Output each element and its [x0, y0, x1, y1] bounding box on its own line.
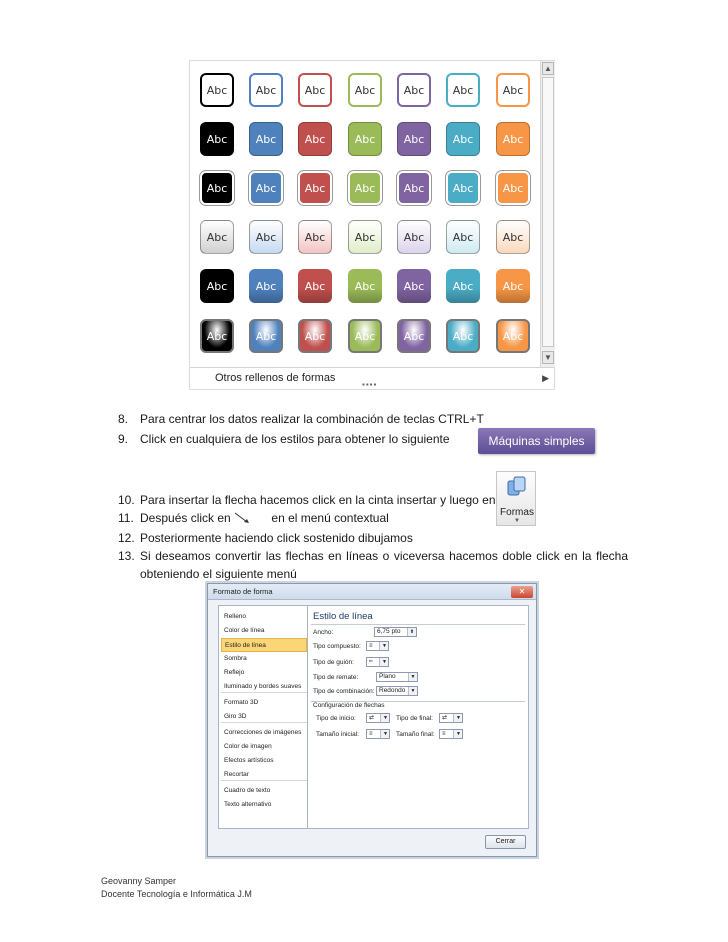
style-swatch-bevel-2[interactable] [249, 319, 283, 353]
swatch-label: Abc [304, 83, 326, 97]
chevron-down-icon: ▼ [453, 730, 462, 738]
formas-label: Formas [500, 507, 534, 518]
style-swatch-framed-1[interactable] [200, 171, 234, 205]
tipo-combinacion-value: Redondo [379, 687, 406, 694]
style-swatch-intense-1[interactable] [200, 269, 234, 303]
list-text-before: Después click en [140, 511, 231, 525]
list-text: obteniendo el siguiente menú [140, 567, 297, 581]
swatch-label: Abc [304, 230, 326, 244]
style-swatch-solid-5[interactable] [397, 122, 431, 156]
gallery-scrollbar[interactable] [540, 61, 555, 367]
list-text: Para insertar la flecha hacemos click en la cinta insertar y luego en [140, 493, 496, 507]
swatch-label: Abc [354, 132, 376, 146]
chevron-down-icon: ▼ [380, 714, 389, 722]
chevron-down-icon: ▼ [380, 730, 389, 738]
formas-button[interactable] [496, 471, 536, 526]
swatch-label: Abc [403, 230, 425, 244]
tamano-final-dropdown[interactable]: ≡ ▼ [439, 729, 463, 739]
style-swatch-framed-3[interactable] [298, 171, 332, 205]
style-swatch-intense-4[interactable] [348, 269, 382, 303]
style-swatch-light-gradient-6[interactable] [446, 220, 480, 254]
close-icon[interactable]: ✕ [511, 586, 533, 598]
resize-grip-icon[interactable]: ▪▪▪▪ [362, 380, 378, 389]
swatch-label: Abc [403, 279, 425, 293]
swatch-label: Abc [304, 279, 326, 293]
nav-item-8[interactable]: Giro 3D [224, 713, 247, 720]
chevron-down-icon: ▼ [379, 642, 388, 650]
style-swatch-light-gradient-7[interactable] [496, 220, 530, 254]
list-number: 10. [118, 493, 135, 507]
style-swatch-light-gradient-2[interactable] [249, 220, 283, 254]
maquinas-simples-button[interactable]: Máquinas simples [478, 428, 595, 454]
swatch-label: Abc [502, 132, 524, 146]
style-swatch-framed-7[interactable] [496, 171, 530, 205]
swatch-label: Abc [354, 83, 376, 97]
style-swatch-bevel-3[interactable] [298, 319, 332, 353]
chevron-right-icon: ▶ [542, 373, 549, 383]
style-swatch-bevel-1[interactable] [200, 319, 234, 353]
format-shape-dialog [207, 583, 537, 857]
diagonal-arrow-icon [232, 511, 254, 525]
tipo-inicio-dropdown[interactable]: ⇄ ▼ [366, 713, 390, 723]
list-number: 9. [118, 432, 129, 446]
style-swatch-solid-4[interactable] [348, 122, 382, 156]
tipo-combinacion-label: Tipo de combinación: [313, 688, 375, 695]
tipo-compuesto-dropdown[interactable]: ≡ ▼ [366, 641, 389, 651]
style-swatch-outline-7[interactable] [496, 73, 530, 107]
nav-item-6[interactable]: Iluminado y bordes suaves [224, 683, 302, 690]
swatch-label: Abc [452, 132, 474, 146]
more-fills-label: Otros rellenos de formas [215, 372, 336, 384]
swatch-label: Abc [403, 132, 425, 146]
footer-role: Docente Tecnología e Informática J.M [101, 889, 252, 899]
style-swatch-solid-2[interactable] [249, 122, 283, 156]
list-number: 8. [118, 412, 129, 426]
swatch-label: Abc [502, 230, 524, 244]
nav-item-2[interactable]: Color de línea [224, 627, 265, 634]
ancho-label: Ancho: [313, 629, 334, 636]
swatch-label: Abc [354, 329, 376, 343]
list-number: 12. [118, 531, 135, 545]
list-text: Para centrar los datos realizar la combinación de teclas CTRL+T [140, 412, 484, 426]
style-swatch-outline-1[interactable] [200, 73, 234, 107]
nav-item-1[interactable]: Relleno [224, 613, 247, 620]
list-number: 13. [118, 549, 135, 563]
ancho-spinner[interactable] [374, 627, 417, 637]
style-swatch-solid-1[interactable] [200, 122, 234, 156]
swatch-label: Abc [502, 83, 524, 97]
ancho-value: 6,75 pto [377, 628, 401, 635]
tamano-inicial-label: Tamaño inicial: [316, 731, 359, 738]
swatch-label: Abc [304, 329, 326, 343]
line-style-panel [307, 605, 529, 829]
style-swatch-intense-3[interactable] [298, 269, 332, 303]
swatch-label: Abc [255, 279, 277, 293]
tamano-final-label: Tamaño final: [396, 731, 435, 738]
divider [221, 722, 307, 723]
style-swatch-light-gradient-5[interactable] [397, 220, 431, 254]
swatch-label: Abc [403, 329, 425, 343]
list-text-after: en el menú contextual [271, 511, 389, 525]
swatch-label: Abc [255, 83, 277, 97]
swatch-label: Abc [255, 181, 277, 195]
nav-item-5[interactable]: Reflejo [224, 669, 245, 676]
tamano-inicial-dropdown[interactable]: ≡ ▼ [366, 729, 390, 739]
style-swatch-intense-2[interactable] [249, 269, 283, 303]
divider [221, 780, 307, 781]
nav-item-11[interactable]: Efectos artísticos [224, 757, 274, 764]
dialog-title: Formato de forma [213, 587, 273, 596]
swatch-label: Abc [452, 329, 474, 343]
nav-item-14[interactable]: Texto alternativo [224, 801, 272, 808]
more-fills-menu-item[interactable] [190, 367, 554, 389]
style-swatch-light-gradient-3[interactable] [298, 220, 332, 254]
cerrar-button[interactable]: Cerrar [485, 835, 526, 849]
style-grid [190, 61, 540, 367]
style-swatch-outline-4[interactable] [348, 73, 382, 107]
style-swatch-bevel-7[interactable] [496, 319, 530, 353]
dialog-titlebar [208, 584, 536, 600]
shapes-icon [507, 475, 527, 499]
nav-item-4[interactable]: Sombra [224, 655, 247, 662]
chevron-down-icon: ▼ [408, 673, 417, 681]
nav-item-3[interactable]: Estilo de línea [221, 638, 307, 652]
style-swatch-framed-6[interactable] [446, 171, 480, 205]
chevron-down-icon: ▼ [514, 518, 520, 524]
nav-item-9[interactable]: Correcciones de imágenes [224, 729, 302, 736]
dialog-nav [218, 605, 310, 829]
style-swatch-outline-3[interactable] [298, 73, 332, 107]
scroll-thumb[interactable] [542, 77, 554, 347]
shape-style-gallery [189, 60, 555, 390]
style-swatch-intense-7[interactable] [496, 269, 530, 303]
swatch-label: Abc [206, 329, 228, 343]
swatch-label: Abc [354, 181, 376, 195]
swatch-label: Abc [255, 132, 277, 146]
tipo-guion-label: Tipo de guión: [313, 659, 354, 666]
tipo-combinacion-dropdown[interactable] [376, 686, 418, 696]
style-swatch-outline-2[interactable] [249, 73, 283, 107]
nav-item-12[interactable]: Recortar [224, 771, 249, 778]
tipo-final-dropdown[interactable]: ⇄ ▼ [439, 713, 463, 723]
swatch-label: Abc [304, 181, 326, 195]
page-footer [101, 875, 252, 901]
nav-item-10[interactable]: Color de imagen [224, 743, 272, 750]
swatch-label: Abc [502, 279, 524, 293]
swatch-label: Abc [255, 329, 277, 343]
list-text [140, 510, 389, 526]
tipo-remate-value: Plano [379, 673, 396, 680]
panel-heading: Estilo de línea [313, 611, 373, 622]
style-swatch-solid-7[interactable] [496, 122, 530, 156]
tipo-remate-label: Tipo de remate: [313, 674, 359, 681]
list-text: Posteriormente haciendo click sostenido dibujamos [140, 531, 413, 545]
style-swatch-bevel-5[interactable] [397, 319, 431, 353]
swatch-label: Abc [502, 329, 524, 343]
chevron-down-icon: ▼ [408, 687, 417, 695]
chevron-down-icon: ▼ [379, 658, 388, 666]
list-text: Si deseamos convertir las flechas en líneas o viceversa hacemos doble click en la flecha [140, 549, 628, 563]
swatch-label: Abc [206, 83, 228, 97]
tipo-guion-dropdown[interactable]: ┅ ▼ [366, 657, 389, 667]
style-swatch-bevel-4[interactable] [348, 319, 382, 353]
swatch-label: Abc [502, 181, 524, 195]
style-swatch-light-gradient-4[interactable] [348, 220, 382, 254]
style-swatch-light-gradient-1[interactable] [200, 220, 234, 254]
swatch-label: Abc [452, 230, 474, 244]
swatch-label: Abc [354, 279, 376, 293]
tipo-compuesto-label: Tipo compuesto: [313, 643, 361, 650]
swatch-label: Abc [452, 181, 474, 195]
spinner-arrows-icon[interactable]: ⬍ [407, 628, 416, 636]
footer-author: Geovanny Samper [101, 876, 177, 886]
swatch-label: Abc [354, 230, 376, 244]
swatch-label: Abc [206, 279, 228, 293]
swatch-label: Abc [403, 181, 425, 195]
divider [311, 624, 525, 625]
tipo-inicio-label: Tipo de inicio: [316, 715, 356, 722]
tipo-final-label: Tipo de final: [396, 715, 433, 722]
style-swatch-framed-2[interactable] [249, 171, 283, 205]
style-swatch-outline-5[interactable] [397, 73, 431, 107]
swatch-label: Abc [452, 279, 474, 293]
swatch-label: Abc [255, 230, 277, 244]
swatch-label: Abc [206, 132, 228, 146]
style-swatch-framed-5[interactable] [397, 171, 431, 205]
style-swatch-solid-6[interactable] [446, 122, 480, 156]
nav-item-7[interactable]: Formato 3D [224, 699, 259, 706]
style-swatch-framed-4[interactable] [348, 171, 382, 205]
style-swatch-solid-3[interactable] [298, 122, 332, 156]
divider [221, 692, 307, 693]
scroll-up-button[interactable]: ▲ [542, 62, 554, 75]
list-number: 11. [118, 511, 134, 525]
swatch-label: Abc [452, 83, 474, 97]
swatch-label: Abc [403, 83, 425, 97]
swatch-label: Abc [304, 132, 326, 146]
style-swatch-intense-5[interactable] [397, 269, 431, 303]
chevron-down-icon: ▼ [453, 714, 462, 722]
tipo-remate-dropdown[interactable] [376, 672, 418, 682]
list-text: Click en cualquiera de los estilos para obtener lo siguiente [140, 432, 450, 446]
style-swatch-intense-6[interactable] [446, 269, 480, 303]
swatch-label: Abc [206, 181, 228, 195]
style-swatch-bevel-6[interactable] [446, 319, 480, 353]
nav-item-13[interactable]: Cuadro de texto [224, 787, 271, 794]
swatch-label: Abc [206, 230, 228, 244]
arrows-section-heading: Configuración de flechas [313, 702, 385, 709]
style-swatch-outline-6[interactable] [446, 73, 480, 107]
scroll-down-button[interactable]: ▼ [542, 351, 554, 364]
